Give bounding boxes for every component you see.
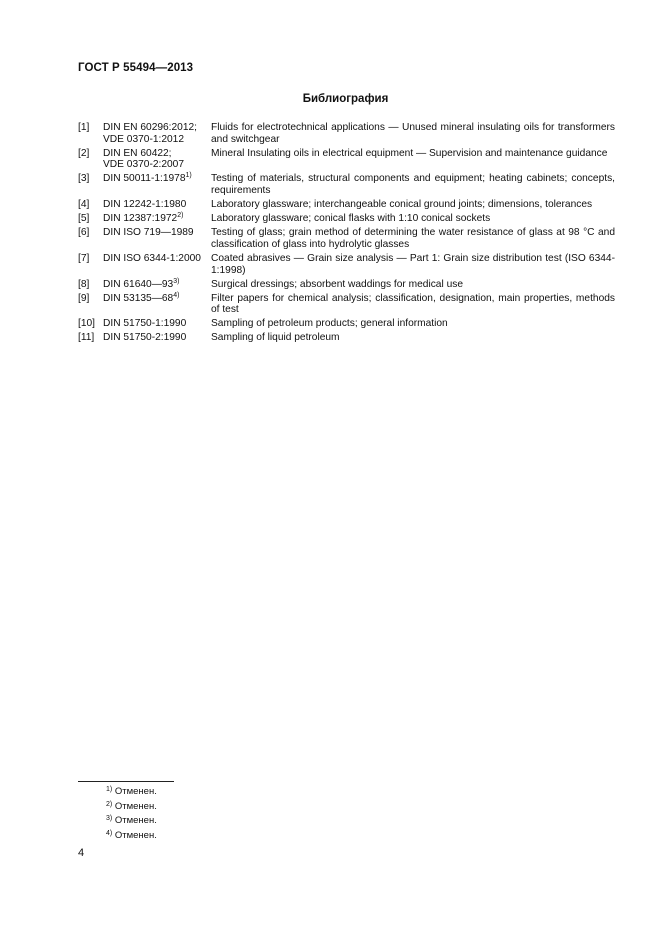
reference-line	[103, 173, 211, 185]
footnote-marker: 2)	[177, 212, 184, 220]
bibliography-entry	[78, 279, 615, 291]
entry-title: Laboratory glassware; conical flasks with 1:10 conical sockets	[211, 213, 491, 225]
reference-text: DIN ISO 719—1989	[103, 227, 194, 239]
footnote-mark: 4)	[106, 829, 113, 837]
entry-reference	[103, 213, 211, 225]
reference-line	[103, 199, 211, 211]
reference-text: DIN EN 60296:2012;	[103, 122, 198, 133]
entry-title: Sampling of petroleum products; general information	[211, 318, 448, 330]
reference-text: DIN 12387:1972	[103, 213, 178, 225]
footnote-marker: 4)	[173, 291, 180, 299]
entry-title: Sampling of liquid petroleum	[211, 332, 340, 344]
entry-title: Mineral Insulating oils in electrical equipment — Supervision and maintenance guidance	[211, 147, 608, 159]
entry-number: [8]	[78, 278, 90, 290]
reference-text: DIN 51750-2:1990	[103, 332, 187, 344]
reference-line	[103, 213, 211, 225]
reference-line	[103, 227, 211, 239]
entry-reference	[103, 318, 211, 330]
entry-title: Testing of materials, structural components and equipment; heating cabinets; concepts, requirements	[211, 173, 615, 197]
entry-title: Laboratory glassware; interchangeable conical ground joints; dimensions, tolerances	[211, 199, 593, 211]
entry-title: Testing of glass; grain method of determining the water resistance of glass at 98 °C and classification of glass into hydrolytic glasses	[211, 227, 615, 250]
bibliography-list	[78, 122, 615, 346]
reference-text: DIN 61640—93	[103, 278, 174, 290]
footnote-mark: 1)	[106, 786, 113, 793]
reference-line	[103, 134, 211, 146]
reference-text: DIN 53135—68	[103, 292, 174, 304]
footnote-text: Отменен.	[114, 829, 157, 841]
footnote	[106, 829, 157, 844]
entry-number: [4]	[78, 199, 90, 211]
bibliography-entry	[78, 148, 615, 171]
reference-line	[103, 318, 211, 330]
footnote-separator	[78, 781, 174, 782]
entry-reference	[103, 293, 211, 305]
entry-reference	[103, 332, 211, 344]
section-title: Библиография	[302, 93, 389, 105]
reference-text: DIN 12242-1:1980	[103, 199, 187, 211]
entry-number: [10]	[78, 318, 95, 330]
entry-reference	[103, 227, 211, 239]
entry-reference	[103, 279, 211, 291]
entry-reference	[103, 253, 211, 265]
bibliography-entry	[78, 227, 615, 250]
reference-line	[103, 293, 211, 305]
reference-text: VDE 0370-1:2012	[103, 133, 184, 145]
footnote-text: Отменен.	[114, 815, 157, 826]
entry-reference	[103, 199, 211, 211]
reference-line	[103, 253, 211, 265]
reference-line	[103, 279, 211, 291]
reference-text: DIN 51750-1:1990	[103, 318, 187, 330]
standard-designation: ГОСТ Р 55494—2013	[78, 62, 194, 74]
entry-title: Coated abrasives — Grain size analysis — Part 1: Grain size distribution test (ISO 6344-1:1998)	[211, 252, 615, 276]
reference-line	[103, 148, 211, 160]
bibliography-entry	[78, 332, 615, 344]
reference-line	[103, 332, 211, 344]
entry-number: [2]	[78, 147, 90, 159]
entry-number: [6]	[78, 227, 90, 239]
bibliography-entry	[78, 173, 615, 196]
bibliography-entry	[78, 253, 615, 276]
footnote-text: Отменен.	[114, 786, 157, 797]
reference-text: DIN 50011-1:1978	[103, 173, 186, 185]
entry-title: Filter papers for chemical analysis; classification, designation, main properties, methods of test	[211, 292, 615, 316]
entry-number: [1]	[78, 122, 90, 133]
entry-number: [11]	[78, 332, 95, 344]
bibliography-entry	[78, 122, 615, 145]
reference-text: DIN EN 60422;	[103, 147, 172, 159]
footnote	[106, 785, 157, 800]
entry-number: [3]	[78, 173, 90, 185]
entry-number: [9]	[78, 292, 90, 304]
footnote	[106, 814, 157, 829]
entry-number: [7]	[78, 252, 90, 264]
entry-title: Surgical dressings; absorbent waddings for medical use	[211, 278, 463, 290]
entry-reference	[103, 173, 211, 185]
footnote-marker: 3)	[173, 277, 180, 285]
bibliography-entry	[78, 293, 615, 316]
entry-reference	[103, 122, 211, 145]
reference-text: VDE 0370-2:2007	[103, 159, 184, 171]
footnote-mark: 2)	[106, 800, 113, 808]
reference-text: DIN ISO 6344-1:2000	[103, 252, 201, 264]
entry-number: [5]	[78, 213, 90, 225]
entry-title: Fluids for electrotechnical applications — Unused mineral insulating oils for transformers and switchgear	[211, 122, 615, 145]
footnote-mark: 3)	[106, 815, 113, 822]
reference-line	[103, 159, 211, 171]
reference-line	[103, 122, 211, 134]
bibliography-entry	[78, 318, 615, 330]
bibliography-entry	[78, 199, 615, 211]
footnote-marker: 1)	[185, 172, 192, 180]
page-number: 4	[78, 847, 85, 859]
footnotes-list	[106, 785, 157, 843]
footnote-text: Отменен.	[114, 800, 157, 812]
entry-reference	[103, 148, 211, 171]
bibliography-entry	[78, 213, 615, 225]
footnote	[106, 800, 157, 815]
